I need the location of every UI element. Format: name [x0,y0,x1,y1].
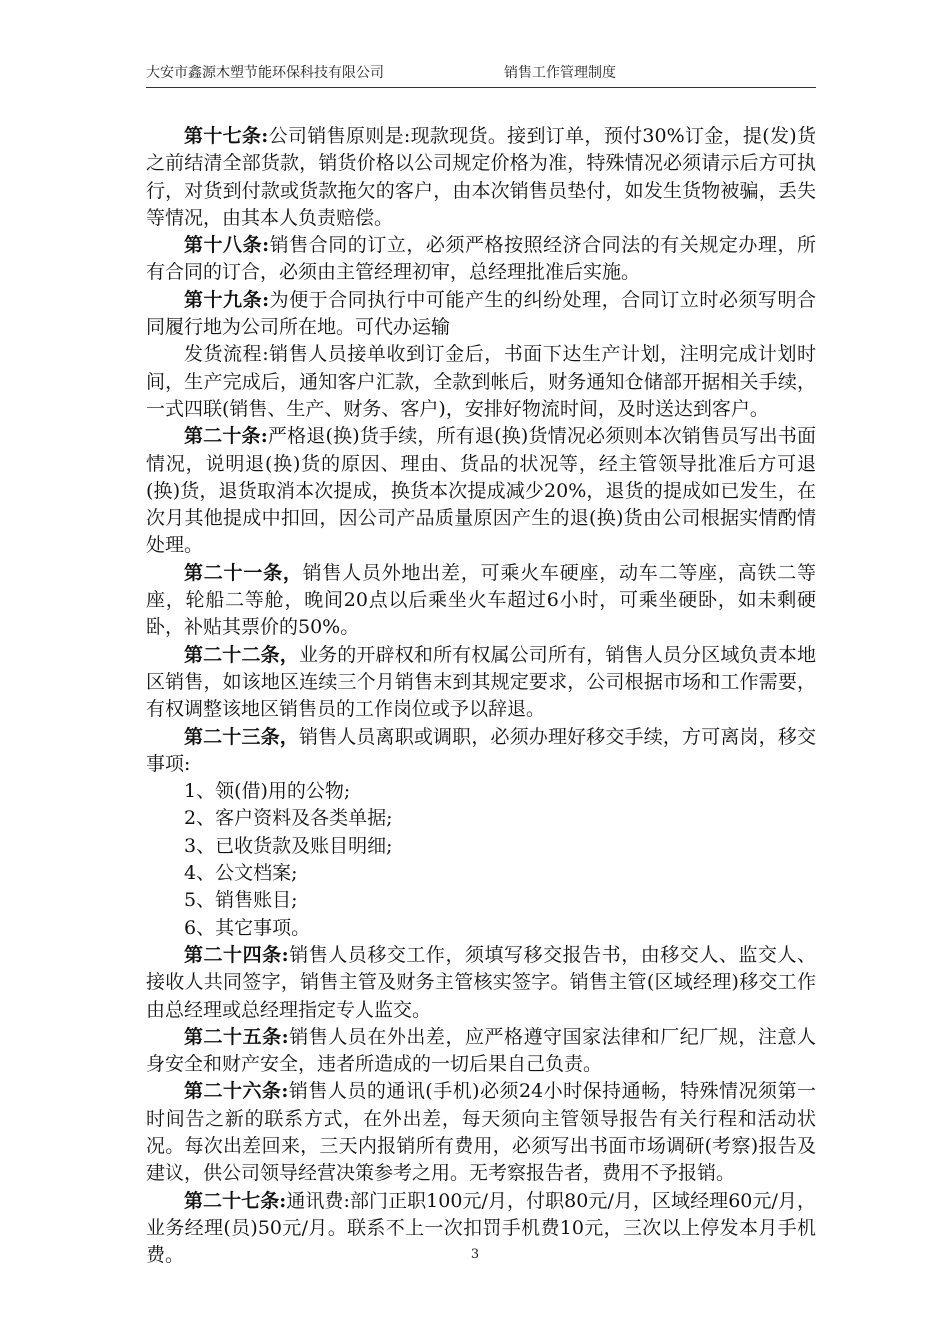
page-number: 3 [470,1247,480,1262]
article-label: 第二十三条， [184,725,299,748]
article-text: 发货流程:销售人员接单收到订金后，书面下达生产计划，注明完成计划时间，生产完成后，通知客户汇款，全款到帐后，财务通知仓储部开据相关手续，一式四联(销售、生产、财务、客户)，安排好物流时间，及时送达到客户。 [146,343,816,420]
article-label: 第二十六条: [184,1080,289,1103]
article-text: 销售合同的订立，必须严格按照经济合同法的有关规定办理，所有合同的订合，必须由主管经理初审，总经理批准后实施。 [146,234,816,284]
article-text: 严格退(换)货手续，所有退(换)货情况必须则本次销售员写出书面情况，说明退(换)货的原因、理由、货品的状况等，经主管领导批准后方可退(换)货，退货取消本次提成，换货本次提成减少20%，退货的提成如已发生，在次月其他提成中扣回，因公司产品质量原因产生的退(换)货由公司根据实情酌情处理。 [146,425,817,557]
article-26 [146,1078,816,1187]
article-text: 为便于合同执行中可能产生的纠纷处理，合同订立时必须写明合同履行地为公司所在地。可代办运输 [146,288,816,339]
article-21 [146,560,816,642]
article-23 [146,724,816,779]
article-label: 第十七条: [184,125,269,147]
article-text: 通讯费:部门正职100元/月，付职80元/月，区域经理60元/月，业务经理(员)50元/月。联系不上一次扣罚手机费10元，三次以上停发本月手机费。 [146,1189,816,1267]
handover-item: 6、其它事项。 [184,916,311,939]
article-20 [146,423,816,559]
company-name: 大安市鑫源木塑节能环保科技有限公司 [146,65,384,81]
article-17 [146,123,816,232]
article-label: 第二十条: [184,425,268,448]
article-text: 业务的开辟权和所有权属公司所有，销售人员分区域负责本地区销售，如该地区连续三个月销售末到其规定要求，公司根据市场和工作需要，有权调整该地区销售员的工作岗位或予以辞退。 [146,643,816,721]
handover-item: 2、客户资料及各类单据; [184,807,393,830]
article-19 [146,287,816,342]
article-label: 第二十五条: [184,1025,289,1048]
article-text: 销售人员外地出差，可乘火车硬座，动车二等座，高铁二等座，轮船二等舱，晚间20点以后乘坐火车超过6小时，可乘坐硬卧，如未剩硬卧，补贴其票价的50%。 [146,561,816,639]
page-header [146,63,816,88]
article-22 [146,642,816,724]
article-label: 第二十一条， [184,561,303,584]
handover-item: 3、已收货款及账目明细; [184,834,393,857]
article-label: 第十九条: [184,288,270,311]
article-text: 公司销售原则是:现款现货。接到订单，预付30%订金，提(发)货之前结清全部货款，销货价格以公司规定价格为准，特殊情况必须请示后方可执行，对货到付款或货款拖欠的客户，由本次销售员垫付，如发生货物被骗，丢失等情况，由其本人负责赔偿。 [146,125,816,229]
article-label: 第二十二条， [184,643,299,666]
article-text: 销售人员的通讯(手机)必须24小时保持通畅，特殊情况须第一时间告之新的联系方式，在外出差，每天须向主管领导报告有关行程和活动状况。每次出差回来，三天内报销所有费用，必须写出书面市场调研(考察)报告及建议，供公司领导经营决策参考之用。无考察报告者，费用不予报销。 [146,1080,816,1185]
article-25 [146,1024,816,1079]
document-title: 销售工作管理制度 [504,65,616,81]
document-body [146,123,816,1269]
article-text: 销售人员离职或调职，必须办理好移交手续，方可离岗，移交事项: [146,725,816,775]
article-label: 第二十四条: [184,943,289,966]
article-label: 第十八条: [184,234,270,257]
handover-item: 1、领(借)用的公物; [184,780,351,803]
article-label: 第二十七条: [184,1189,287,1212]
article-text: 销售人员在外出差，应严格遵守国家法律和厂纪厂规，注意人身安全和财产安全，违者所造成的一切后果自己负责。 [146,1025,816,1076]
handover-item: 5、销售账目; [184,889,298,912]
shipping-process [146,341,816,423]
article-18 [146,232,816,287]
article-24 [146,942,816,1024]
article-text: 销售人员移交工作，须填写移交报告书，由移交人、监交人、接收人共同签字，销售主管及财务主管核实签字。销售主管(区域经理)移交工作由总经理或总经理指定专人监交。 [146,943,816,1021]
handover-item: 4、公文档案; [184,862,298,885]
